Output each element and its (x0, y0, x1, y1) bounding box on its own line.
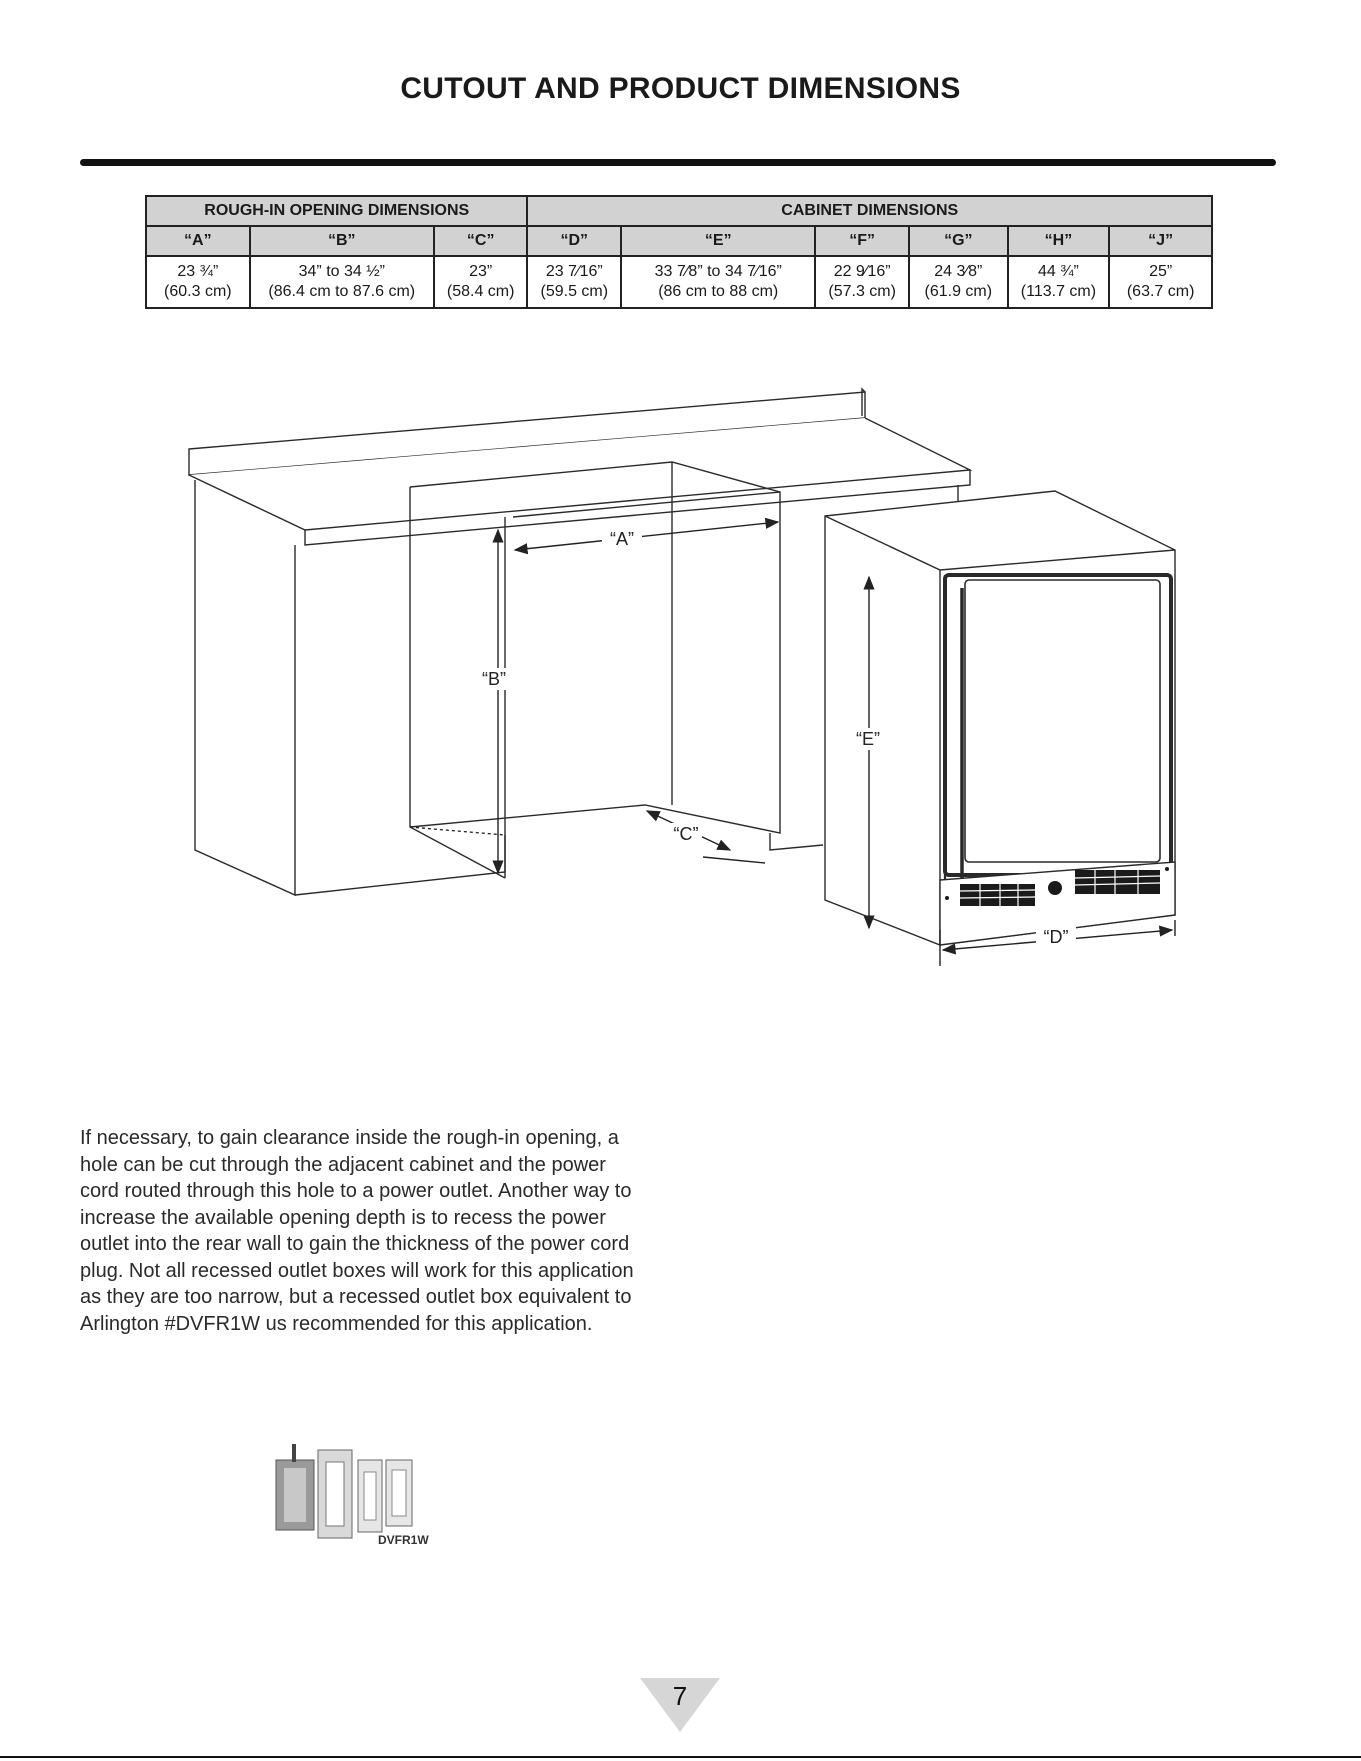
column-header: “J” (1109, 226, 1212, 256)
cell-inches: 22 9⁄16” (833, 263, 891, 280)
cell-inches: 25” (1149, 263, 1173, 280)
outlet-box-icon (270, 1438, 440, 1548)
column-header: “C” (434, 226, 528, 256)
cell-metric: (61.9 cm) (924, 283, 993, 300)
cell-metric: (58.4 cm) (446, 283, 515, 300)
cell-metric: (57.3 cm) (828, 283, 896, 300)
cell-inches: 23” (469, 263, 493, 280)
page-title: CUTOUT AND PRODUCT DIMENSIONS (400, 72, 961, 105)
label-a: “A” (610, 529, 634, 549)
rough-in-group-header: ROUGH-IN OPENING DIMENSIONS (146, 196, 527, 226)
column-header: “B” (250, 226, 434, 256)
cell-metric: (60.3 cm) (164, 283, 232, 300)
cell-inches: 24 3⁄8” (934, 263, 983, 280)
label-e: “E” (856, 729, 880, 749)
cell-inches: 23 ¾” (177, 263, 219, 280)
label-d: “D” (1043, 927, 1069, 947)
outlet-box-image (270, 1438, 440, 1553)
bottom-rule (0, 1756, 1361, 1758)
cell-inches: 33 7⁄8” to 34 7⁄16” (654, 263, 782, 280)
cell-metric: (86 cm to 88 cm) (658, 283, 779, 300)
cabinet-group-header: CABINET DIMENSIONS (527, 196, 1212, 226)
outlet-box-caption: DVFR1W (378, 1533, 429, 1547)
page-number: 7 (672, 1681, 688, 1711)
cell-inches: 34” to 34 ½” (298, 263, 385, 280)
cell-metric: (113.7 cm) (1020, 283, 1097, 300)
column-header: “E” (621, 226, 815, 256)
column-header: “H” (1008, 226, 1110, 256)
cell-metric: (86.4 cm to 87.6 cm) (268, 283, 416, 300)
column-header: “A” (146, 226, 250, 256)
cell-metric: (59.5 cm) (540, 283, 609, 300)
label-b: “B” (482, 669, 506, 689)
column-header: “G” (909, 226, 1008, 256)
column-header: “D” (527, 226, 621, 256)
cell-inches: 44 ¾” (1037, 263, 1079, 280)
body-paragraph: If necessary, to gain clearance inside the rough-in opening, a hole can be cut through the adjacent cabinet and the power cord routed through this hole to a power outlet. Another way to increase the available opening depth is to recess the power outlet into the rear wall to gain the thickness of the power cord plug. Not all recessed outlet boxes will work for this application as they are too narrow, but a recessed outlet box equivalent to Arlington #DVFR1W us recommended for this application. (80, 1127, 634, 1335)
cell-metric: (63.7 cm) (1126, 283, 1195, 300)
cell-inches: 23 7⁄16” (545, 263, 603, 280)
column-header: “F” (815, 226, 909, 256)
label-c: “C” (673, 824, 699, 844)
